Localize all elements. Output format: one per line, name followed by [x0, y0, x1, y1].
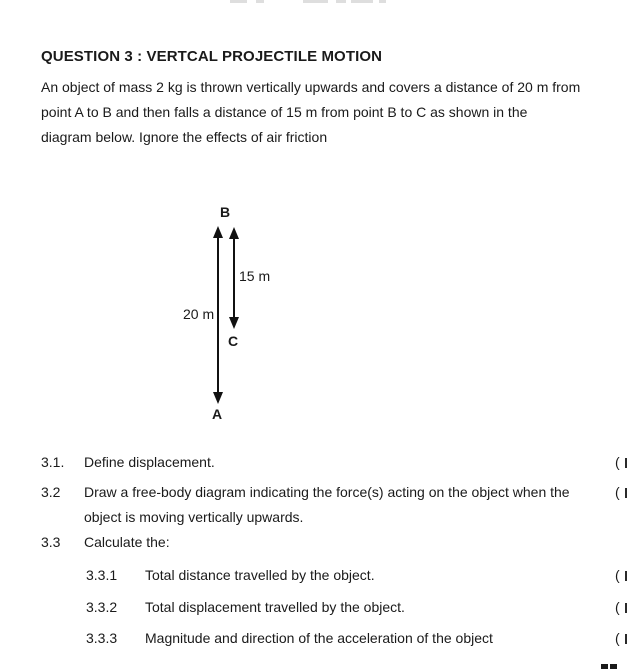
distance-label-20m: 20 m	[183, 306, 215, 322]
point-label-a: A	[212, 406, 223, 422]
question-text: Total distance travelled by the object.	[145, 567, 375, 583]
question-mark-fragment: (	[615, 599, 627, 615]
question-number: 3.3.1	[86, 567, 118, 583]
page-bottom-cutoff-fragment	[599, 664, 627, 669]
arrowhead-down-icon	[229, 317, 239, 329]
question-mark-fragment: (	[615, 454, 627, 470]
cutoff-mark	[601, 664, 608, 669]
question-mark-fragment: (	[615, 630, 627, 646]
arrowhead-down-icon	[213, 392, 223, 404]
question-number: 3.3	[41, 534, 61, 550]
point-label-c: C	[228, 333, 239, 349]
question-text: Magnitude and direction of the acceleration of the object	[145, 630, 493, 646]
intro-line: point A to B and then falls a distance of 15 m from point B to C as shown in the	[41, 104, 528, 120]
question-number: 3.3.3	[86, 630, 118, 646]
question-text: object is moving vertically upwards.	[84, 509, 304, 525]
question-number: 3.1.	[41, 454, 65, 470]
question-mark-fragment: (	[615, 567, 627, 583]
distance-arrow-15m	[233, 237, 235, 317]
question-text: Total displacement travelled by the object.	[145, 599, 405, 615]
question-text: Draw a free-body diagram indicating the force(s) acting on the object when the	[84, 484, 570, 500]
distance-label-15m: 15 m	[239, 268, 271, 284]
distance-arrow-20m	[217, 236, 219, 394]
question-text: Define displacement.	[84, 454, 215, 470]
point-label-b: B	[220, 204, 231, 220]
question-text: Calculate the:	[84, 534, 170, 550]
cutoff-mark	[610, 664, 617, 669]
intro-line: An object of mass 2 kg is thrown vertically upwards and covers a distance of 20 m from	[41, 79, 581, 95]
question-number: 3.3.2	[86, 599, 118, 615]
question-heading: QUESTION 3 : VERTCAL PROJECTILE MOTION	[41, 48, 383, 65]
question-number: 3.2	[41, 484, 61, 500]
question-mark-fragment: (	[615, 484, 627, 500]
intro-line: diagram below. Ignore the effects of air friction	[41, 129, 328, 145]
